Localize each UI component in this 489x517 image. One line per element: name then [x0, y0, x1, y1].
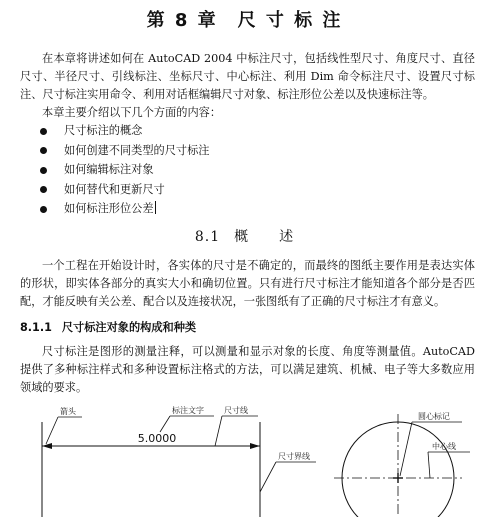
bullet-icon — [40, 167, 47, 174]
overview-paragraph: 一个工程在开始设计时，各实体的尺寸是不确定的，而最终的图纸主要作用是表达实体的形状，即实体各部分的真实大小和确切位置。只有进行尺寸标注才能知道各个部分是否匹配，才能反映有关公差、配合以及连接状况，一张图纸有了正确的尺寸标注才有意义。 — [20, 259, 475, 308]
subsection-paragraph: 尺寸标注是图形的测量注释，可以测量和显示对象的长度、角度等测量值。AutoCAD 提供了多种标注样式和多种设置标注格式的方法，可以满足建筑、机械、电子等大多数应用领域的要求。 — [20, 345, 475, 394]
leader-center-line — [428, 452, 430, 478]
section-heading — [0, 226, 489, 246]
intro-paragraph: 在本章将讲述如何在 AutoCAD 2004 中标注尺寸，包括线性型尺寸、角度尺寸、直径尺寸、半径尺寸、引线标注、坐标尺寸、中心标注、利用 Dim 命令标注尺寸、设置尺寸标注、尺寸标注实用命令、利用对话框编辑尺寸对象、标注形位公差以及快速标注等。 — [20, 52, 475, 101]
leader-center-mark — [400, 422, 412, 476]
label-dim-line: 尺寸线 — [224, 406, 248, 415]
text-cursor — [155, 201, 156, 214]
bullet-icon — [40, 186, 47, 193]
subsection-number: 8.1.1 — [20, 321, 52, 334]
leader-dim-line — [215, 416, 222, 446]
label-ext-line: 尺寸界线 — [278, 452, 310, 461]
list-item: 如何创建不同类型的尺寸标注 — [40, 141, 209, 161]
list-item: 如何标注形位公差 — [40, 199, 209, 219]
leader-dim-text — [160, 416, 170, 432]
leader-arrow — [46, 417, 58, 444]
subsection-heading — [20, 319, 196, 335]
label-center-line: 中心线 — [432, 442, 456, 451]
label-arrow: 箭头 — [60, 407, 76, 416]
leader-ext-line — [260, 462, 276, 492]
intro-lead: 本章主要介绍以下几个方面的内容： — [42, 106, 222, 119]
dimension-value: 5.0000 — [137, 432, 177, 445]
dimension-figure — [0, 400, 489, 517]
section-number: 8.1 — [194, 229, 221, 245]
bullet-icon — [40, 128, 47, 135]
label-center-mark: 圆心标记 — [418, 412, 450, 421]
list-item: 如何替代和更新尺寸 — [40, 180, 209, 200]
chapter-title: 第 8 章 尺 寸 标 注 — [146, 10, 343, 31]
topic-list — [40, 121, 209, 219]
bullet-icon — [40, 206, 47, 213]
bullet-icon — [40, 147, 47, 154]
label-dim-text: 标注文字 — [172, 406, 204, 415]
section-title: 概 述 — [234, 229, 295, 245]
arrow-left-icon — [42, 443, 52, 449]
subsection-title: 尺寸标注对象的构成和种类 — [61, 321, 197, 334]
list-item: 尺寸标注的概念 — [40, 121, 209, 141]
arrow-right-icon — [250, 443, 260, 449]
list-item: 如何编辑标注对象 — [40, 160, 209, 180]
